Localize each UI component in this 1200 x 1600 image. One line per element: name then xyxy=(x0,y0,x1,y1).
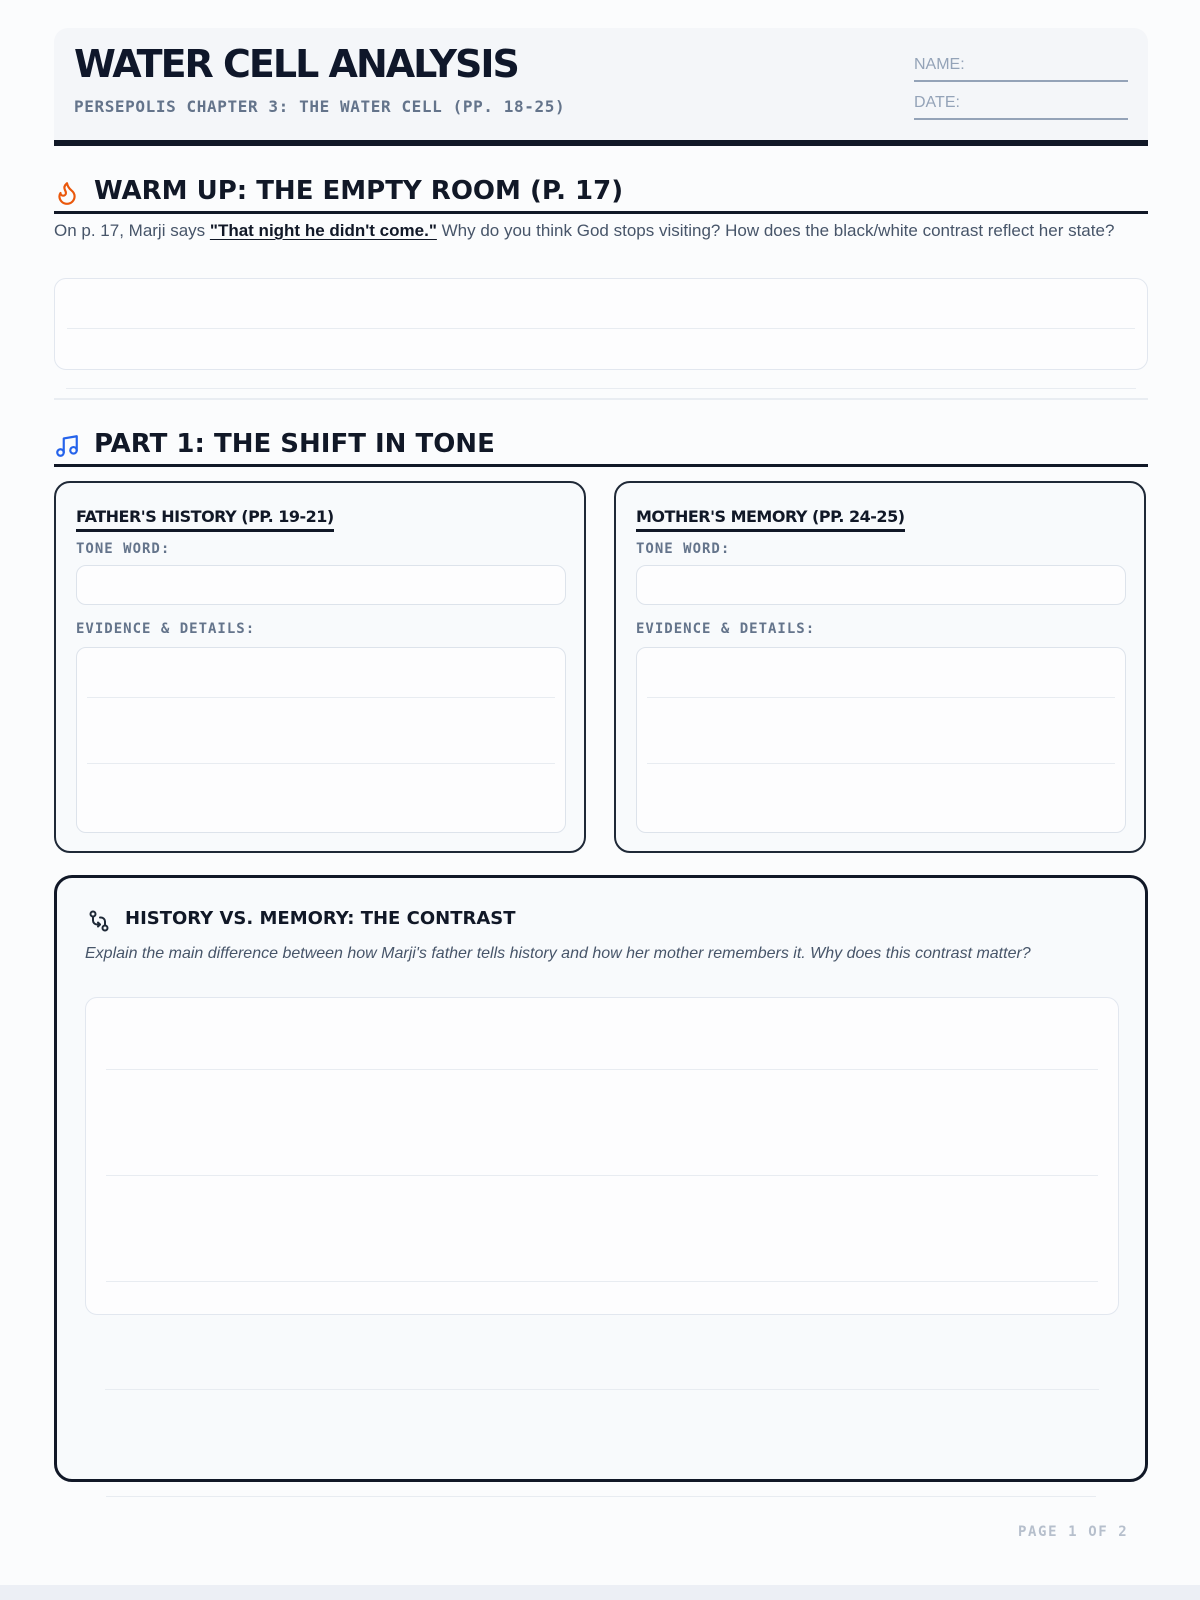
part1-title: PART 1: THE SHIFT IN TONE xyxy=(94,429,495,459)
evidence-label: EVIDENCE & DETAILS: xyxy=(76,621,256,637)
worksheet-title: WATER CELL ANALYSIS xyxy=(74,42,518,86)
section-divider xyxy=(54,398,1148,400)
compare-arrows-icon xyxy=(87,909,111,933)
name-field[interactable] xyxy=(914,52,1128,82)
warmup-answer-box[interactable] xyxy=(54,278,1148,370)
music-note-icon xyxy=(54,433,80,459)
answer-line xyxy=(106,1496,1096,1497)
answer-line xyxy=(67,328,1135,329)
card-title: MOTHER'S MEMORY (PP. 24-25) xyxy=(636,507,905,532)
date-field[interactable] xyxy=(914,90,1128,120)
tone-word-input[interactable] xyxy=(76,565,566,605)
worksheet-subtitle: PERSEPOLIS CHAPTER 3: THE WATER CELL (PP. 18-25) xyxy=(74,97,566,116)
evidence-input[interactable] xyxy=(76,647,566,833)
answer-line xyxy=(647,763,1115,764)
answer-line xyxy=(105,1389,1099,1390)
answer-line xyxy=(647,697,1115,698)
answer-line xyxy=(106,1069,1098,1070)
flame-icon xyxy=(54,180,80,206)
evidence-label: EVIDENCE & DETAILS: xyxy=(636,621,816,637)
card-title: FATHER'S HISTORY (PP. 19-21) xyxy=(76,507,334,532)
answer-line xyxy=(66,388,1136,389)
tone-word-input[interactable] xyxy=(636,565,1126,605)
worksheet-header xyxy=(54,28,1148,146)
name-label: NAME: xyxy=(914,56,965,73)
tone-word-label: TONE WORD: xyxy=(76,541,171,557)
fathers-history-card xyxy=(54,481,586,853)
answer-line xyxy=(106,1281,1098,1282)
answer-line xyxy=(87,763,555,764)
warmup-section-header xyxy=(54,168,1148,214)
warmup-title: WARM UP: THE EMPTY ROOM (P. 17) xyxy=(94,176,624,206)
date-label: DATE: xyxy=(914,94,960,111)
tone-word-label: TONE WORD: xyxy=(636,541,731,557)
warmup-prompt xyxy=(54,219,1148,243)
contrast-answer-box[interactable] xyxy=(85,997,1119,1315)
page-bottom-band xyxy=(0,1585,1200,1600)
mothers-memory-card xyxy=(614,481,1146,853)
part1-section-header xyxy=(54,421,1148,467)
warmup-prompt-end: Why do you think God stops visiting? How does the black/white contrast reflect her state? xyxy=(436,221,1115,240)
warmup-prompt-start: On p. 17, Marji says xyxy=(54,221,210,240)
contrast-title: HISTORY VS. MEMORY: THE CONTRAST xyxy=(125,908,516,929)
evidence-input[interactable] xyxy=(636,647,1126,833)
page-number: PAGE 1 OF 2 xyxy=(1018,1524,1129,1540)
answer-line xyxy=(87,697,555,698)
contrast-section xyxy=(54,875,1148,1482)
contrast-prompt: Explain the main difference between how Marji's father tells history and how her mother remembers it. Why does this contrast matter? xyxy=(85,945,1031,962)
answer-line xyxy=(106,1175,1098,1176)
warmup-quote: "That night he didn't come." xyxy=(209,221,437,240)
